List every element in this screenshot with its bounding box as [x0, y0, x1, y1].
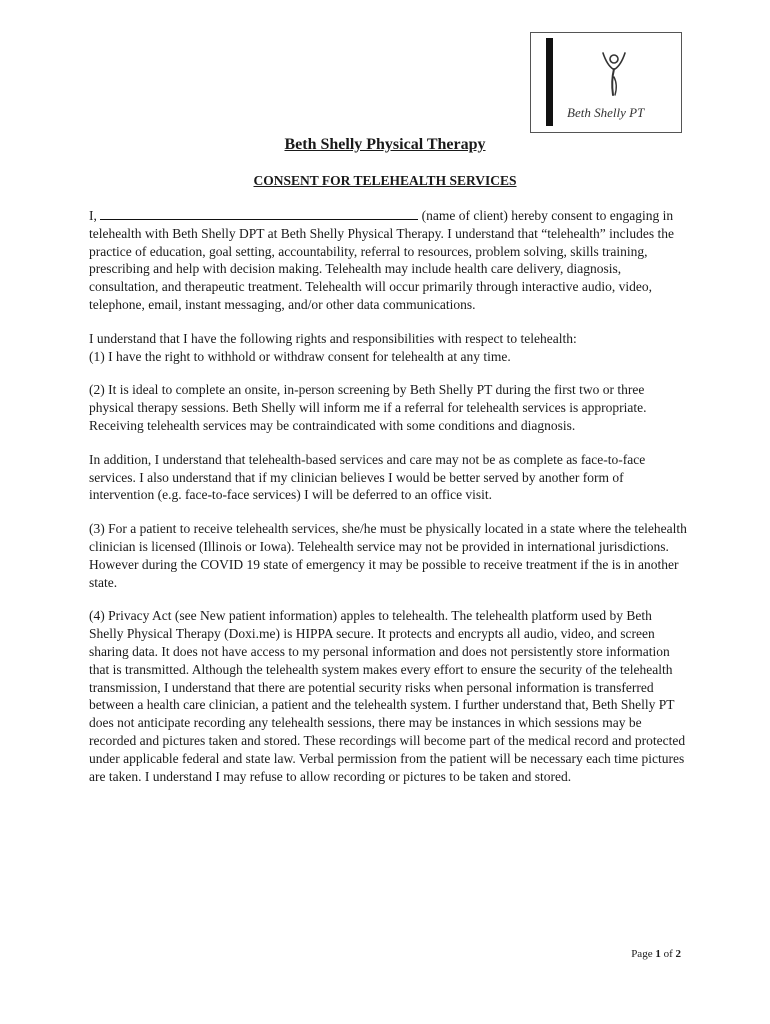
page-current: 1	[655, 948, 661, 960]
document-title: Beth Shelly Physical Therapy	[284, 136, 486, 153]
logo-bar	[546, 38, 553, 126]
logo	[530, 32, 682, 133]
face-to-face-paragraph: In addition, I understand that telehealth-based services and care may not be as complete as face-to-face services. I also understand that if my clinician believes I would be better served by another form of intervention (e.g. face-to-face services) I will be deferred to an office visit.	[89, 451, 646, 503]
consent-prefix: I,	[89, 208, 101, 223]
page-number	[631, 948, 681, 960]
consent-paragraph	[89, 207, 689, 314]
privacy-paragraph: (4) Privacy Act (see New patient information) apples to telehealth. The telehealth platform used by Beth Shelly Physical Therapy (Doxi.me) is HIPPA secure. It protects and encrypts all audio, video, and screen sharing data. It does not have access to my personal information and does not persistently store information that is transmitted. Although the telehealth system makes every effort to ensure the security of the telehealth transmission, I understand that there are potential security risks when personal information is transferred between a health care clinician, a patient and the telehealth system. I further understand that, Beth Shelly PT does not anticipate recording any telehealth sessions, there may be instances in which sessions may be recorded and pictures taken and stored. These recordings will become part of the medical record and protected under applicable federal and state law. Verbal permission from the patient will be necessary each time pictures are taken. I understand I may refuse to allow recording or pictures to be taken and stored.	[89, 608, 686, 784]
page-total: 2	[675, 948, 681, 960]
document-subtitle: CONSENT FOR TELEHEALTH SERVICES	[253, 173, 517, 188]
rights-paragraph: I understand that I have the following rights and responsibilities with respect to telehealth: (1) I have the right to withhold or withdraw consent for telehealth at any time.	[89, 330, 577, 364]
screening-paragraph: (2) It is ideal to complete an onsite, in-person screening by Beth Shelly PT during the first two or three physical therapy sessions. Beth Shelly will inform me if a referral for telehealth services is appropriate. Receiving telehealth services may be contraindicated with some conditions and diagnosis.	[89, 382, 647, 433]
document-body	[89, 207, 689, 801]
client-name-blank[interactable]	[100, 208, 418, 220]
page-of-label: of	[660, 948, 676, 960]
location-paragraph: (3) For a patient to receive telehealth services, she/he must be physically located in a state where the telehealth clinician is licensed (Illinois or Iowa). Telehealth service may not be provided in international jurisdictions. However during the COVID 19 state of emergency it may be possible to receive treatment if the is in another state.	[89, 521, 687, 590]
stick-figure-icon	[599, 51, 629, 99]
consent-text: (name of client) hereby consent to engaging in telehealth with Beth Shelly DPT at Beth Shelly Physical Therapy. I understand that “telehealth” includes the practice of education, goal setting, accountability, referral to resources, problem solving, skills training, prescribing and help with decision making. Telehealth may include health care delivery, diagnosis, consultation, and therapeutic treatment. Telehealth will occur primarily through interactive audio, video, telephone, email, instant messaging, and/or other data communications.	[89, 208, 674, 312]
logo-name: Beth Shelly PT	[567, 105, 645, 120]
page-label: Page	[631, 948, 656, 960]
